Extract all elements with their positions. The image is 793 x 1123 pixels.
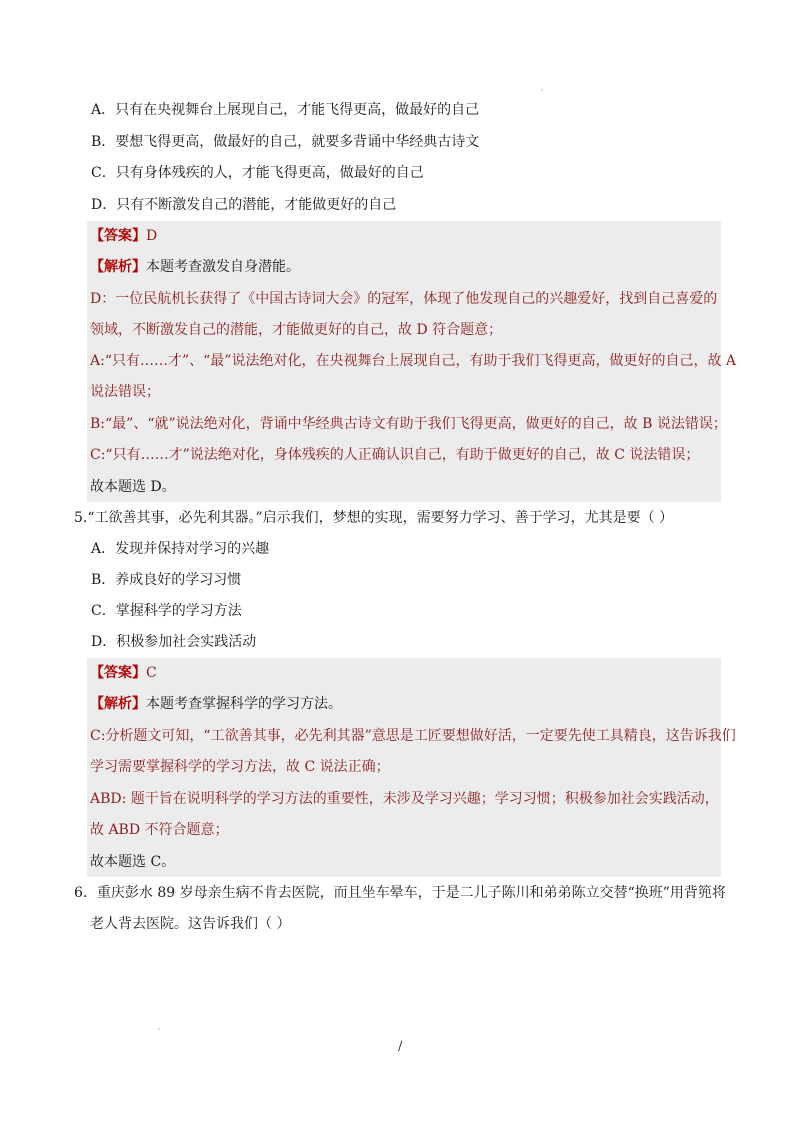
q5-analysis-tag: 【解析】 (90, 696, 146, 712)
q4-explanation-4: 说法错误； (90, 384, 160, 400)
q5-answer-tag: 【答案】 (90, 665, 146, 681)
q5-answer-line (90, 663, 157, 683)
scan-speck (158, 1028, 160, 1030)
q4-analysis-line (90, 257, 300, 277)
q4-answer-tag: 【答案】 (90, 228, 146, 244)
q5-explanation-2: 学习需要掌握科学的学习方法，故 C 说法正确； (90, 759, 390, 775)
q5-stem: 5.“工欲善其事，必先利其器。”启示我们，梦想的实现，需要努力学习、善于学习，尤其是要（ ） (74, 510, 674, 526)
q4-option-a: A．只有在央视舞台上展现自己，才能飞得更高，做最好的自己 (91, 102, 480, 118)
q5-option-a: A．发现并保持对学习的兴趣 (91, 541, 270, 557)
q4-explanation-2: 领域，不断激发自己的潜能，才能做更好的自己，故 D 符合题意； (90, 322, 503, 338)
q5-explanation-3: ABD: 题干旨在说明科学的学习方法的重要性，未涉及学习兴趣；学习习惯；积极参加社会实践活动， (90, 791, 719, 807)
q5-option-c: C．掌握科学的学习方法 (91, 603, 242, 619)
q5-answer-value: C (146, 665, 157, 681)
q4-answer-value: D (146, 228, 158, 244)
q4-conclusion: 故本题选 D。 (90, 479, 176, 495)
q4-answer-line (90, 226, 157, 246)
q4-explanation-6: C:“只有……才”说法绝对化，身体残疾的人正确认识自己，有助于做更好的自己，故 C 说法错误； (90, 447, 700, 463)
q5-explanation-1: C:分析题文可知，“工欲善其事，必先利其器”意思是工匠要想做好活，一定要先使工具精良，这告诉我们 (90, 728, 736, 744)
q5-analysis-line (90, 694, 342, 714)
page-footer-mark: / (398, 1039, 403, 1054)
q4-explanation-1: D：一位民航机长获得了《中国古诗词大会》的冠军，体现了他发现自己的兴趣爱好，找到自己喜爱的 (90, 291, 718, 307)
q4-option-d: D．只有不断激发自己的潜能，才能做更好的自己 (91, 197, 397, 213)
q5-option-d: D．积极参加社会实践活动 (91, 634, 257, 650)
q5-conclusion: 故本题选 C。 (90, 854, 176, 870)
q4-analysis-intro: 本题考查激发自身潜能。 (146, 259, 300, 275)
scan-speck (541, 89, 543, 91)
q4-analysis-tag: 【解析】 (90, 259, 146, 275)
q5-explanation-4: 故 ABD 不符合题意； (90, 822, 229, 838)
q4-option-b: B．要想飞得更高，做最好的自己，就要多背诵中华经典古诗文 (91, 134, 480, 150)
q4-explanation-3: A:“只有……才”、“最”说法绝对化，在央视舞台上展现自己，有助于我们飞得更高，做更好的自己，故 A (90, 353, 737, 369)
q4-option-c: C．只有身体残疾的人，才能飞得更高，做最好的自己 (91, 165, 424, 181)
q5-analysis-intro: 本题考查掌握科学的学习方法。 (146, 696, 342, 712)
q6-stem-line-1: 6．重庆彭水 89 岁母亲生病不肯去医院，而且坐车晕车，于是二儿子陈川和弟弟陈立交替“换班”用背篼将 (74, 885, 726, 901)
q5-option-b: B．养成良好的学习习惯 (91, 572, 242, 588)
q4-explanation-5: B:“最”、“就”说法绝对化，背诵中华经典古诗文有助于我们飞得更高，做更好的自己，故 B 说法错误； (90, 416, 727, 432)
q6-stem-line-2: 老人背去医院。这告诉我们（ ） (90, 916, 291, 932)
